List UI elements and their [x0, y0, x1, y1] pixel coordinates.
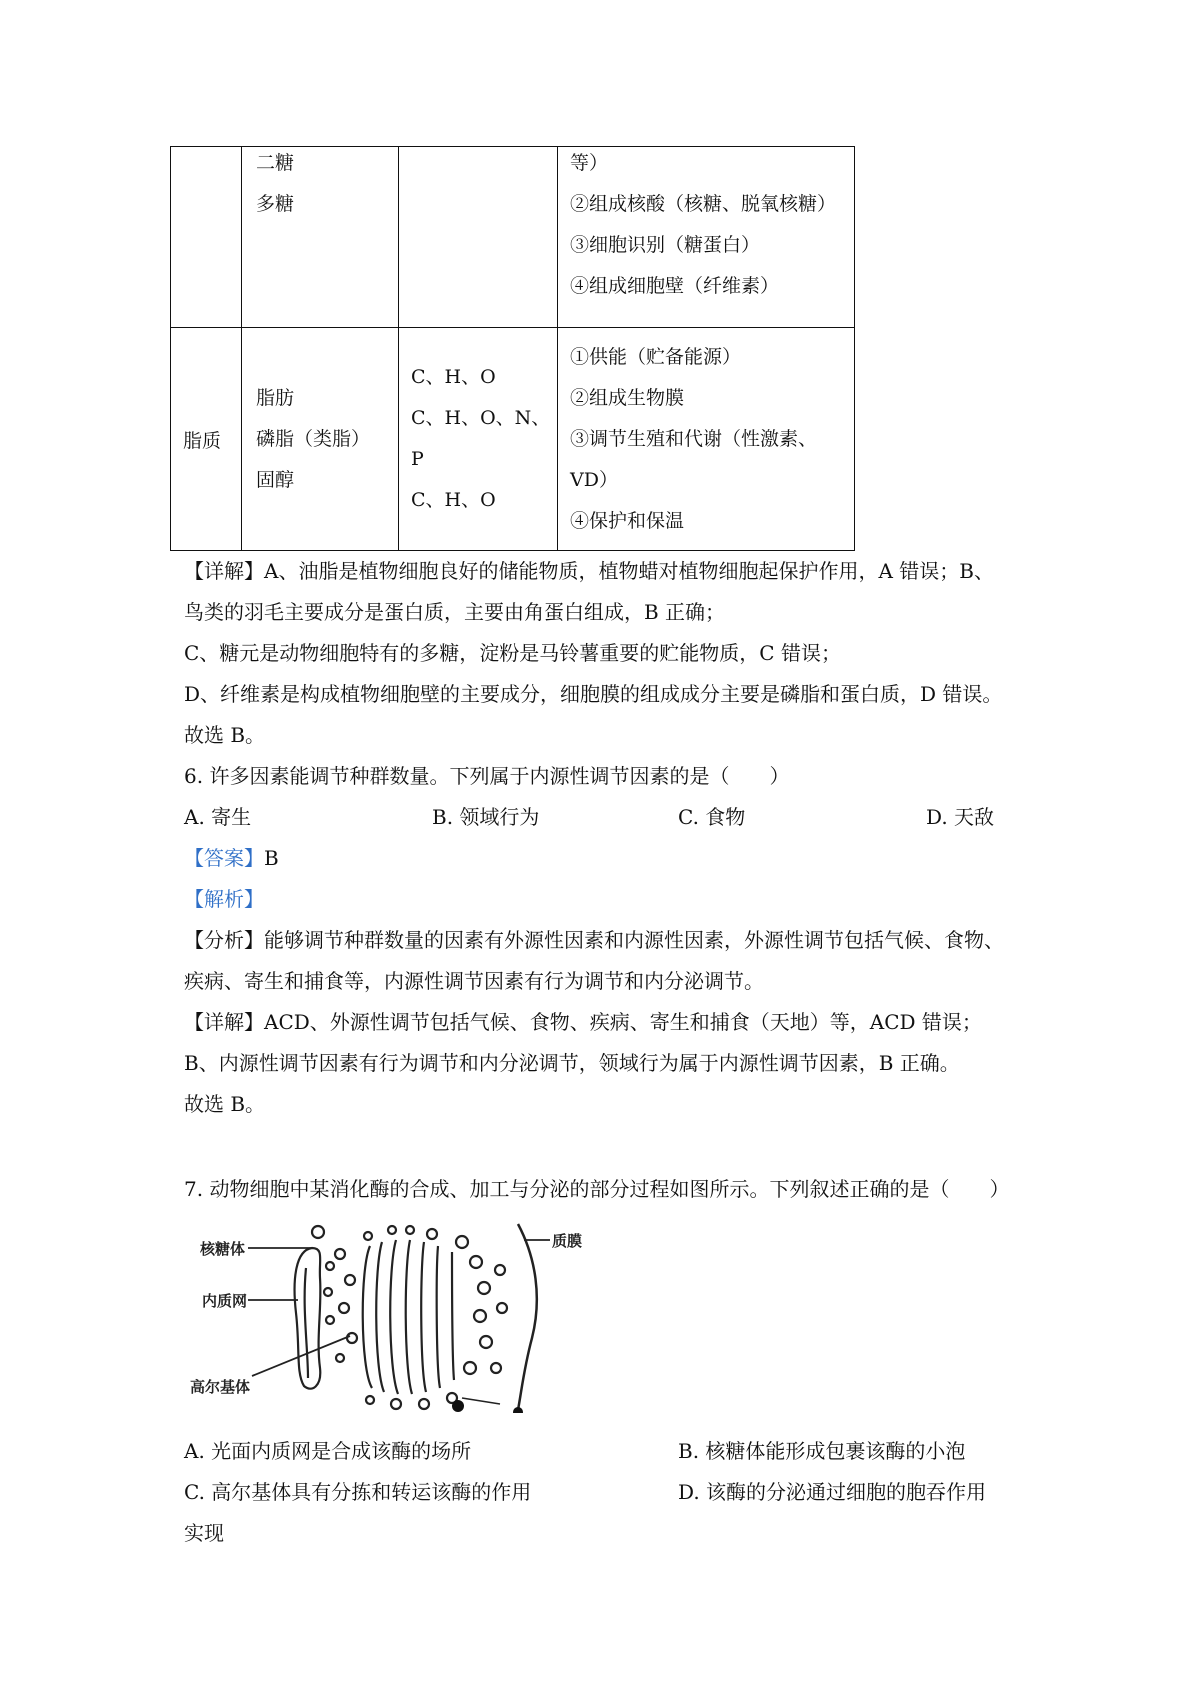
cell-text: ③细胞识别（糖蛋白）: [570, 234, 761, 256]
question-stem: 7. 动物细胞中某消化酶的合成、加工与分泌的部分过程如图所示。下列叙述正确的是（ ）: [184, 1177, 1010, 1201]
option-c: C. 高尔基体具有分拣和转运该酶的作用: [184, 1480, 532, 1504]
cell-text: 固醇: [256, 468, 295, 491]
answer-line: [184, 843, 279, 873]
option-d: D. 该酶的分泌通过细胞的胞吞作用: [678, 1480, 987, 1504]
table-cell: [399, 328, 558, 551]
cell-text: 二糖: [256, 152, 295, 174]
table-cell: [171, 328, 242, 551]
option-d: D. 天敌: [926, 805, 995, 829]
answer-value: B: [264, 846, 279, 870]
ribosome-label: 核糖体: [200, 1240, 246, 1258]
cell-text: ④组成细胞壁（纤维素）: [570, 275, 780, 297]
vesicle-dot: [452, 1400, 464, 1412]
cell-text: C、H、O: [411, 366, 496, 388]
detail-line: 【详解】ACD、外源性调节包括气候、食物、疾病、寄生和捕食（天地）等，ACD 错误；: [184, 1010, 982, 1034]
cell-text: C、H、O: [411, 489, 496, 511]
cell-text: VD）: [570, 468, 618, 491]
vesicle-dot: [513, 1407, 523, 1413]
option-b: B. 领域行为: [432, 805, 540, 829]
cell-text: ①供能（贮备能源）: [570, 345, 742, 368]
question-stem: 6. 许多因素能调节种群数量。下列属于内源性调节因素的是（ ）: [184, 764, 790, 788]
detail-line: D、纤维素是构成植物细胞壁的主要成分，细胞膜的组成成分主要是磷脂和蛋白质，D 错误。: [184, 682, 1003, 706]
cell-text: C、H、O、N、: [411, 407, 551, 429]
option-b: B. 核糖体能形成包裹该酶的小泡: [678, 1439, 966, 1463]
detail-line: B、内源性调节因素有行为调节和内分泌调节，领域行为属于内源性调节因素，B 正确。: [184, 1051, 960, 1075]
detail-line: 鸟类的羽毛主要成分是蛋白质，主要由角蛋白组成，B 正确；: [184, 600, 726, 624]
membrane-label: 质膜: [552, 1232, 583, 1250]
detail-line: 【详解】A、油脂是植物细胞良好的储能物质，植物蜡对植物细胞起保护作用，A 错误；B、: [184, 559, 994, 583]
membrane-shape: [518, 1224, 537, 1410]
golgi-label: 高尔基体: [190, 1378, 251, 1396]
cell-text: P: [411, 448, 424, 470]
option-a: A. 光面内质网是合成该酶的场所: [184, 1439, 472, 1463]
analysis-line: 疾病、寄生和捕食等，内源性调节因素有行为调节和内分泌调节。: [184, 969, 764, 993]
answer-tag: 【答案】: [184, 846, 264, 870]
table-cell: [399, 147, 558, 328]
detail-line: C、糖元是动物细胞特有的多糖，淀粉是马铃薯重要的贮能物质，C 错误；: [184, 641, 841, 665]
cell-text: 脂肪: [256, 386, 295, 409]
detail-line: 故选 B。: [184, 1092, 266, 1116]
table-cell: [242, 147, 399, 328]
option-c-wrap: 实现: [184, 1521, 224, 1545]
er-label: 内质网: [202, 1292, 248, 1310]
table-cell: [242, 328, 399, 551]
option-c: C. 食物: [678, 805, 746, 829]
cell-text: ②组成核酸（核糖、脱氧核糖）: [570, 193, 837, 215]
table-cell: [171, 147, 242, 328]
analysis-line: 【分析】能够调节种群数量的因素有外源性因素和内源性因素，外源性调节包括气候、食物、: [184, 928, 1004, 952]
option-a: A. 寄生: [184, 805, 252, 829]
table-row: [171, 147, 855, 328]
cell-secretion-diagram: [190, 1218, 640, 1413]
cell-text: 磷脂（类脂）: [256, 427, 371, 450]
table-row: [171, 328, 855, 551]
cell-text: ③调节生殖和代谢（性激素、: [570, 427, 818, 450]
cell-text: 脂质: [183, 429, 222, 452]
nutrient-table: [170, 146, 855, 551]
table-cell: [558, 328, 855, 551]
cell-text: ④保护和保温: [570, 509, 685, 532]
cell-text: 等）: [570, 152, 609, 174]
analysis-tag: 【解析】: [184, 887, 264, 911]
cell-text: ②组成生物膜: [570, 386, 685, 409]
table-cell: [558, 147, 855, 328]
detail-line: 故选 B。: [184, 723, 266, 747]
cell-text: 多糖: [256, 193, 295, 215]
